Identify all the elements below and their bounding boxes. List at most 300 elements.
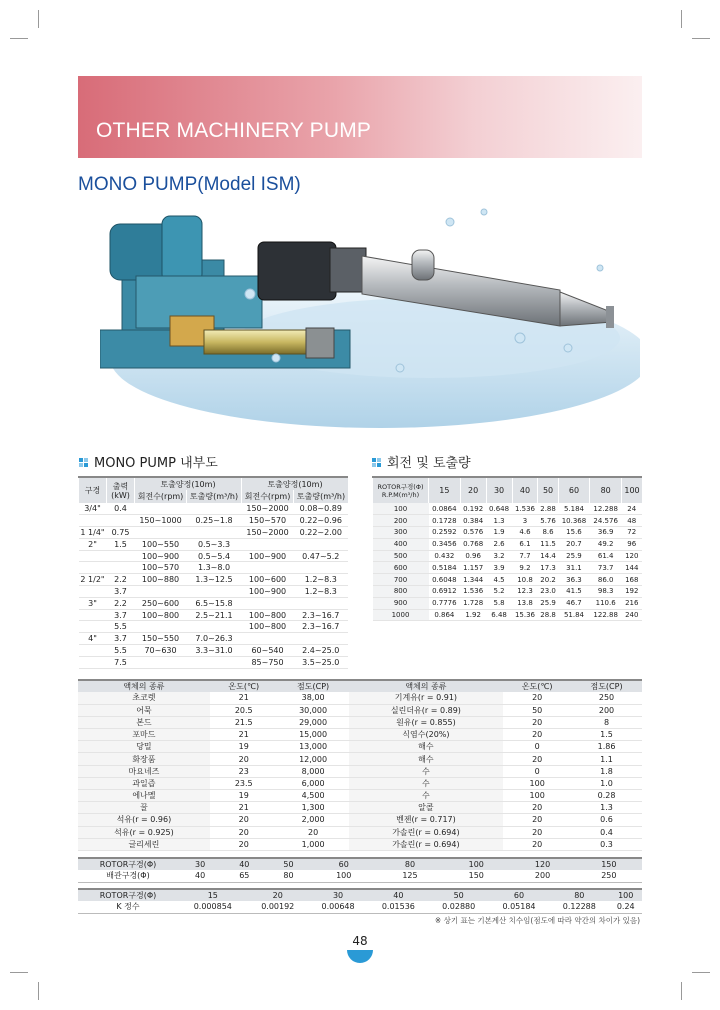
rotation-flow-table xyxy=(372,476,642,621)
viscosity-cell: 0.4 xyxy=(571,826,642,838)
spec-cell: 0.5~5.4 xyxy=(187,550,242,562)
crop-mark xyxy=(38,982,39,1000)
spec-cell: 70~630 xyxy=(135,645,187,657)
rotor-diameter-cell: 60 xyxy=(311,858,377,870)
flow-cell: 0.576 xyxy=(460,527,486,539)
spec-cell xyxy=(107,550,135,562)
viscosity-cell: 글리세린 xyxy=(78,838,210,850)
spec-cell: 250~600 xyxy=(135,597,187,609)
table-row xyxy=(79,656,349,668)
flow-cell: 3.9 xyxy=(486,562,512,574)
flow-cell: 41.5 xyxy=(558,586,590,598)
flow-cell: 0.6912 xyxy=(429,586,461,598)
liquid-viscosity-table xyxy=(78,679,642,851)
viscosity-cell: 초코렛 xyxy=(78,692,210,704)
flow-cell: 1.536 xyxy=(460,586,486,598)
rotor-diameter-cell: 40 xyxy=(368,889,428,901)
viscosity-cell: 가솔린(r = 0.694) xyxy=(349,826,504,838)
spec-cell: 100~800 xyxy=(242,621,294,633)
spec-cell: 3/4" xyxy=(79,503,107,515)
spec-cell: 100~800 xyxy=(135,609,187,621)
spec-cell xyxy=(294,597,348,609)
viscosity-cell: 1.0 xyxy=(571,777,642,789)
spec-cell: 1.2~8.3 xyxy=(294,574,348,586)
spec-cell xyxy=(187,586,242,598)
flow-cell: 1.728 xyxy=(460,597,486,609)
table-row xyxy=(78,692,642,704)
spec-cell: 0.22~0.96 xyxy=(294,515,348,527)
viscosity-cell: 1.8 xyxy=(571,765,642,777)
viscosity-cell: 23.5 xyxy=(210,777,278,789)
viscosity-cell: 30,000 xyxy=(278,704,349,716)
spec-cell: 6.5~15.8 xyxy=(187,597,242,609)
flow-cell: 12.288 xyxy=(590,503,622,515)
section-bullet-icon xyxy=(79,458,89,468)
flow-cell: 24 xyxy=(622,503,643,515)
label-rotor: ROTOR구경(Φ) xyxy=(78,889,178,901)
flow-cell: 144 xyxy=(622,562,643,574)
flow-cell: 28.8 xyxy=(538,609,558,621)
spec-cell: 1.2~8.3 xyxy=(294,586,348,598)
spec-cell xyxy=(79,645,107,657)
spec-cell: 0.08~0.89 xyxy=(294,503,348,515)
flow-cell: 110.6 xyxy=(590,597,622,609)
crop-mark xyxy=(38,10,39,28)
spec-cell: 0.25~1.8 xyxy=(187,515,242,527)
viscosity-cell: 21 xyxy=(210,802,278,814)
k-constant-cell: 0.24 xyxy=(609,901,642,913)
rotor-diameter-cell: 50 xyxy=(266,858,310,870)
label-pipe: 배관구경(Φ) xyxy=(78,870,178,882)
table-row xyxy=(373,597,643,609)
spec-cell: 2.2 xyxy=(107,574,135,586)
spec-cell xyxy=(79,586,107,598)
flow-cell: 14.4 xyxy=(538,550,558,562)
viscosity-cell: 20 xyxy=(210,826,278,838)
spec-cell xyxy=(242,597,294,609)
spec-cell: 1.3~12.5 xyxy=(187,574,242,586)
rotor-diameter-cell: 80 xyxy=(549,889,609,901)
viscosity-header: 액체의 종류 xyxy=(349,680,504,692)
spec-cell: 100~600 xyxy=(242,574,294,586)
flow-cell: 5.8 xyxy=(486,597,512,609)
table-row xyxy=(79,515,349,527)
table-row xyxy=(373,586,643,598)
viscosity-header: 액체의 종류 xyxy=(78,680,210,692)
flow-cell: 5.2 xyxy=(486,586,512,598)
table-row xyxy=(78,777,642,789)
flow-cell: 0.192 xyxy=(460,503,486,515)
table-row xyxy=(78,826,642,838)
spec-cell xyxy=(242,562,294,574)
pipe-diameter-cell: 80 xyxy=(266,870,310,882)
spec-cell: 100~570 xyxy=(135,562,187,574)
flow-cell: 48 xyxy=(622,515,643,527)
pipe-diameter-cell: 40 xyxy=(178,870,222,882)
flow-cell: 24.576 xyxy=(590,515,622,527)
flow-cell: 20.7 xyxy=(558,538,590,550)
viscosity-cell: 0.6 xyxy=(571,814,642,826)
flow-cell: 98.3 xyxy=(590,586,622,598)
table-row xyxy=(79,621,349,633)
header-bore: 구경 xyxy=(79,477,107,503)
k-constant-cell: 0.05184 xyxy=(489,901,549,913)
header-flow2: 토출량(m³/h) xyxy=(294,490,348,503)
crop-mark xyxy=(681,982,682,1000)
mono-pump-spec-table xyxy=(78,476,348,669)
flow-cell: 25.9 xyxy=(558,550,590,562)
header-rpm1: 회전수(rpm) xyxy=(135,490,187,503)
viscosity-cell: 8 xyxy=(571,716,642,728)
viscosity-cell: 1,300 xyxy=(278,802,349,814)
spec-cell xyxy=(135,586,187,598)
spec-cell: 2" xyxy=(79,538,107,550)
rpm-cell: 600 xyxy=(373,562,429,574)
viscosity-cell: 석유(r = 0.96) xyxy=(78,814,210,826)
rotor-diameter-cell: 80 xyxy=(377,858,443,870)
spec-cell xyxy=(79,550,107,562)
flow-cell: 11.5 xyxy=(538,538,558,550)
flow-cell: 3 xyxy=(512,515,538,527)
flow-cell: 0.6048 xyxy=(429,574,461,586)
flow-cell: 1.3 xyxy=(486,515,512,527)
pipe-diameter-cell: 150 xyxy=(443,870,509,882)
header-rpm2: 회전수(rpm) xyxy=(242,490,294,503)
viscosity-cell: 6,000 xyxy=(278,777,349,789)
spec-cell: 0.22~2.00 xyxy=(294,527,348,539)
rotor-diameter-cell: 40 xyxy=(222,858,266,870)
table-row xyxy=(79,586,349,598)
spec-cell: 100~900 xyxy=(242,550,294,562)
viscosity-cell: 꿀 xyxy=(78,802,210,814)
spec-cell xyxy=(187,527,242,539)
spec-cell: 2.2 xyxy=(107,597,135,609)
rotor-diameter-cell: 15 xyxy=(178,889,248,901)
crop-mark xyxy=(10,38,28,39)
k-constant-cell: 0.00192 xyxy=(248,901,308,913)
flow-cell: 0.3456 xyxy=(429,538,461,550)
spec-cell: 5.5 xyxy=(107,645,135,657)
viscosity-cell: 알콜 xyxy=(349,802,504,814)
flow-cell: 0.648 xyxy=(486,503,512,515)
flow-cell: 1.9 xyxy=(486,527,512,539)
viscosity-cell: 19 xyxy=(210,790,278,802)
spec-cell: 0.75 xyxy=(107,527,135,539)
flow-cell: 49.2 xyxy=(590,538,622,550)
flow-cell: 122.88 xyxy=(590,609,622,621)
crop-mark xyxy=(681,10,682,28)
flow-cell: 36.3 xyxy=(558,574,590,586)
viscosity-cell: 어묵 xyxy=(78,704,210,716)
spec-cell: 3.3~31.0 xyxy=(187,645,242,657)
viscosity-cell: 4,500 xyxy=(278,790,349,802)
pipe-diameter-cell: 200 xyxy=(509,870,575,882)
viscosity-cell: 1.3 xyxy=(571,802,642,814)
rpm-cell: 200 xyxy=(373,515,429,527)
spec-cell: 3.5~25.0 xyxy=(294,656,348,668)
table-row xyxy=(78,838,642,850)
viscosity-cell: 21 xyxy=(210,729,278,741)
viscosity-cell: 본드 xyxy=(78,716,210,728)
rotor-diameter-header: 100 xyxy=(622,477,643,503)
spec-cell xyxy=(135,656,187,668)
flow-cell: 25.9 xyxy=(538,597,558,609)
spec-cell: 1 1/4" xyxy=(80,527,105,537)
spec-cell xyxy=(79,515,107,527)
viscosity-cell: 1,000 xyxy=(278,838,349,850)
spec-cell xyxy=(107,562,135,574)
table-row xyxy=(373,527,643,539)
spec-cell: 150~2000 xyxy=(242,527,294,539)
viscosity-header: 점도(CP) xyxy=(571,680,642,692)
viscosity-cell: 해수 xyxy=(349,741,504,753)
label-rotor: ROTOR구경(Φ) xyxy=(78,858,178,870)
flow-cell: 0.432 xyxy=(429,550,461,562)
table-row xyxy=(78,753,642,765)
spec-cell xyxy=(294,633,348,645)
flow-cell: 216 xyxy=(622,597,643,609)
rpm-cell: 900 xyxy=(373,597,429,609)
rpm-cell: 400 xyxy=(373,538,429,550)
flow-cell: 1.157 xyxy=(460,562,486,574)
spec-cell xyxy=(187,656,242,668)
flow-cell: 120 xyxy=(622,550,643,562)
rotor-diameter-cell: 60 xyxy=(489,889,549,901)
viscosity-cell: 1.5 xyxy=(571,729,642,741)
spec-cell: 100~880 xyxy=(135,574,187,586)
crop-mark xyxy=(692,38,710,39)
viscosity-cell: 50 xyxy=(503,704,571,716)
product-photo xyxy=(100,198,640,430)
header-group1: 토출양정(10m) xyxy=(135,477,242,490)
rotor-diameter-cell: 100 xyxy=(443,858,509,870)
rotor-diameter-header: 15 xyxy=(429,477,461,503)
viscosity-cell: 수 xyxy=(349,790,504,802)
pipe-diameter-cell: 125 xyxy=(377,870,443,882)
viscosity-cell: 식염수(20%) xyxy=(349,729,504,741)
header-group2: 토출양정(10m) xyxy=(242,477,348,490)
viscosity-cell: 19 xyxy=(210,741,278,753)
rotor-diameter-cell: 20 xyxy=(248,889,308,901)
page-number: 48 xyxy=(352,934,368,948)
rotor-diameter-cell: 150 xyxy=(576,858,642,870)
page-tab-mark xyxy=(347,950,373,963)
table-row xyxy=(79,503,349,515)
header-power: 출력 (kW) xyxy=(107,477,135,503)
flow-cell: 1.344 xyxy=(460,574,486,586)
viscosity-cell: 20.5 xyxy=(210,704,278,716)
spec-cell: 2.3~16.7 xyxy=(294,609,348,621)
spec-cell: 3" xyxy=(79,597,107,609)
spec-cell xyxy=(79,621,107,633)
spec-cell xyxy=(242,633,294,645)
flow-cell: 10.368 xyxy=(558,515,590,527)
flow-cell: 0.768 xyxy=(460,538,486,550)
spec-cell xyxy=(187,503,242,515)
table-row xyxy=(79,597,349,609)
viscosity-header: 점도(CP) xyxy=(278,680,349,692)
spec-cell: 2 1/2" xyxy=(80,575,105,585)
spec-cell: 1.3~8.0 xyxy=(187,562,242,574)
spec-cell: 0.5~3.3 xyxy=(187,538,242,550)
table-row xyxy=(78,741,642,753)
flow-cell: 6.1 xyxy=(512,538,538,550)
flow-cell: 10.8 xyxy=(512,574,538,586)
viscosity-cell: 20 xyxy=(503,814,571,826)
viscosity-cell: 1.86 xyxy=(571,741,642,753)
spec-cell: 60~540 xyxy=(242,645,294,657)
flow-cell: 23.0 xyxy=(538,586,558,598)
spec-cell xyxy=(135,503,187,515)
viscosity-cell: 0.3 xyxy=(571,838,642,850)
k-constant-cell: 0.000854 xyxy=(178,901,248,913)
viscosity-cell: 200 xyxy=(571,704,642,716)
crop-mark xyxy=(692,972,710,973)
spec-cell xyxy=(242,538,294,550)
flow-cell: 4.6 xyxy=(512,527,538,539)
viscosity-cell: 8,000 xyxy=(278,765,349,777)
viscosity-cell: 13,000 xyxy=(278,741,349,753)
section-bullet-icon xyxy=(372,458,382,468)
crop-mark xyxy=(10,972,28,973)
flow-cell: 15.36 xyxy=(512,609,538,621)
rpm-cell: 500 xyxy=(373,550,429,562)
spec-cell: 100~900 xyxy=(242,586,294,598)
header-flow1: 토출량(m³/h) xyxy=(187,490,242,503)
rotor-diameter-cell: 30 xyxy=(178,858,222,870)
section-heading-right xyxy=(372,452,471,471)
spec-cell: 3.7 xyxy=(107,586,135,598)
viscosity-cell: 100 xyxy=(503,790,571,802)
viscosity-cell: 20 xyxy=(503,716,571,728)
k-constant-cell: 0.00648 xyxy=(308,901,368,913)
rpm-cell: 300 xyxy=(373,527,429,539)
spec-cell: 150~570 xyxy=(242,515,294,527)
flow-cell: 1.536 xyxy=(512,503,538,515)
table-row xyxy=(79,609,349,621)
table-row xyxy=(373,562,643,574)
spec-cell: 85~750 xyxy=(242,656,294,668)
viscosity-cell: 실린더유(r = 0.89) xyxy=(349,704,504,716)
viscosity-cell: 20 xyxy=(210,838,278,850)
spec-cell: 3.7 xyxy=(107,633,135,645)
viscosity-cell: 당밀 xyxy=(78,741,210,753)
viscosity-cell: 20 xyxy=(503,753,571,765)
flow-cell: 168 xyxy=(622,574,643,586)
spec-cell: 0.4 xyxy=(107,503,135,515)
rotor-diameter-cell: 120 xyxy=(509,858,575,870)
viscosity-cell: 20 xyxy=(278,826,349,838)
table-row xyxy=(373,515,643,527)
flow-cell: 96 xyxy=(622,538,643,550)
viscosity-cell: 가솔린(r = 0.694) xyxy=(349,838,504,850)
viscosity-cell: 15,000 xyxy=(278,729,349,741)
spec-cell: 7.5 xyxy=(107,656,135,668)
flow-cell: 72 xyxy=(622,527,643,539)
table-row xyxy=(78,704,642,716)
viscosity-cell: 0 xyxy=(503,765,571,777)
flow-cell: 73.7 xyxy=(590,562,622,574)
table-row xyxy=(78,765,642,777)
section-title-mono: MONO PUMP 내부도 xyxy=(94,456,218,471)
flow-cell: 192 xyxy=(622,586,643,598)
viscosity-cell: 2,000 xyxy=(278,814,349,826)
spec-cell: 4" xyxy=(79,633,107,645)
flow-cell: 5.184 xyxy=(558,503,590,515)
spec-cell xyxy=(107,515,135,527)
rotor-diameter-cell: 100 xyxy=(609,889,642,901)
viscosity-cell: 100 xyxy=(503,777,571,789)
table-row xyxy=(78,790,642,802)
viscosity-cell: 20 xyxy=(503,826,571,838)
flow-cell: 0.96 xyxy=(460,550,486,562)
label-k: K 정수 xyxy=(78,901,178,913)
flow-cell: 31.1 xyxy=(558,562,590,574)
rotor-rpm-corner: ROTOR구경(Φ) R.P.M(m³/h) xyxy=(373,477,429,503)
viscosity-cell: 250 xyxy=(571,692,642,704)
rotor-diameter-header: 60 xyxy=(558,477,590,503)
rotor-diameter-header: 80 xyxy=(590,477,622,503)
flow-cell: 0.864 xyxy=(429,609,461,621)
rpm-cell: 800 xyxy=(373,586,429,598)
viscosity-cell: 해수 xyxy=(349,753,504,765)
viscosity-header: 온도(℃) xyxy=(210,680,278,692)
k-constant-cell: 0.01536 xyxy=(368,901,428,913)
spec-cell: 2.3~16.7 xyxy=(294,621,348,633)
flow-cell: 17.3 xyxy=(538,562,558,574)
spec-cell: 150~550 xyxy=(135,633,187,645)
viscosity-cell: 벤젠(r = 0.717) xyxy=(349,814,504,826)
spec-cell: 3.7 xyxy=(107,609,135,621)
flow-cell: 5.76 xyxy=(538,515,558,527)
spec-cell: 2.4~25.0 xyxy=(294,645,348,657)
viscosity-cell: 21 xyxy=(210,692,278,704)
viscosity-header: 온도(℃) xyxy=(503,680,571,692)
viscosity-cell: 20 xyxy=(503,692,571,704)
viscosity-cell: 화장품 xyxy=(78,753,210,765)
rotor-diameter-header: 20 xyxy=(460,477,486,503)
flow-cell: 6.48 xyxy=(486,609,512,621)
flow-cell: 20.2 xyxy=(538,574,558,586)
viscosity-cell: 38,00 xyxy=(278,692,349,704)
spec-cell: 7.0~26.3 xyxy=(187,633,242,645)
viscosity-cell: 0.28 xyxy=(571,790,642,802)
spec-cell: 2.5~21.1 xyxy=(187,609,242,621)
table-row xyxy=(79,574,349,586)
flow-cell: 12.3 xyxy=(512,586,538,598)
pipe-diameter-cell: 250 xyxy=(576,870,642,882)
viscosity-cell: 포마드 xyxy=(78,729,210,741)
viscosity-cell: 23 xyxy=(210,765,278,777)
spec-cell xyxy=(79,562,107,574)
spec-cell: 0.47~5.2 xyxy=(294,550,348,562)
flow-cell: 86.0 xyxy=(590,574,622,586)
viscosity-cell: 20 xyxy=(210,753,278,765)
rpm-cell: 100 xyxy=(373,503,429,515)
flow-cell: 13.8 xyxy=(512,597,538,609)
table-row xyxy=(373,609,643,621)
table-row xyxy=(373,574,643,586)
spec-cell xyxy=(294,562,348,574)
rotor-diameter-cell: 50 xyxy=(429,889,489,901)
flow-cell: 0.0864 xyxy=(429,503,461,515)
viscosity-cell: 1.1 xyxy=(571,753,642,765)
flow-cell: 15.6 xyxy=(558,527,590,539)
spec-cell xyxy=(79,609,107,621)
viscosity-cell: 수 xyxy=(349,765,504,777)
flow-cell: 0.384 xyxy=(460,515,486,527)
spec-cell: 150~1000 xyxy=(135,515,187,527)
